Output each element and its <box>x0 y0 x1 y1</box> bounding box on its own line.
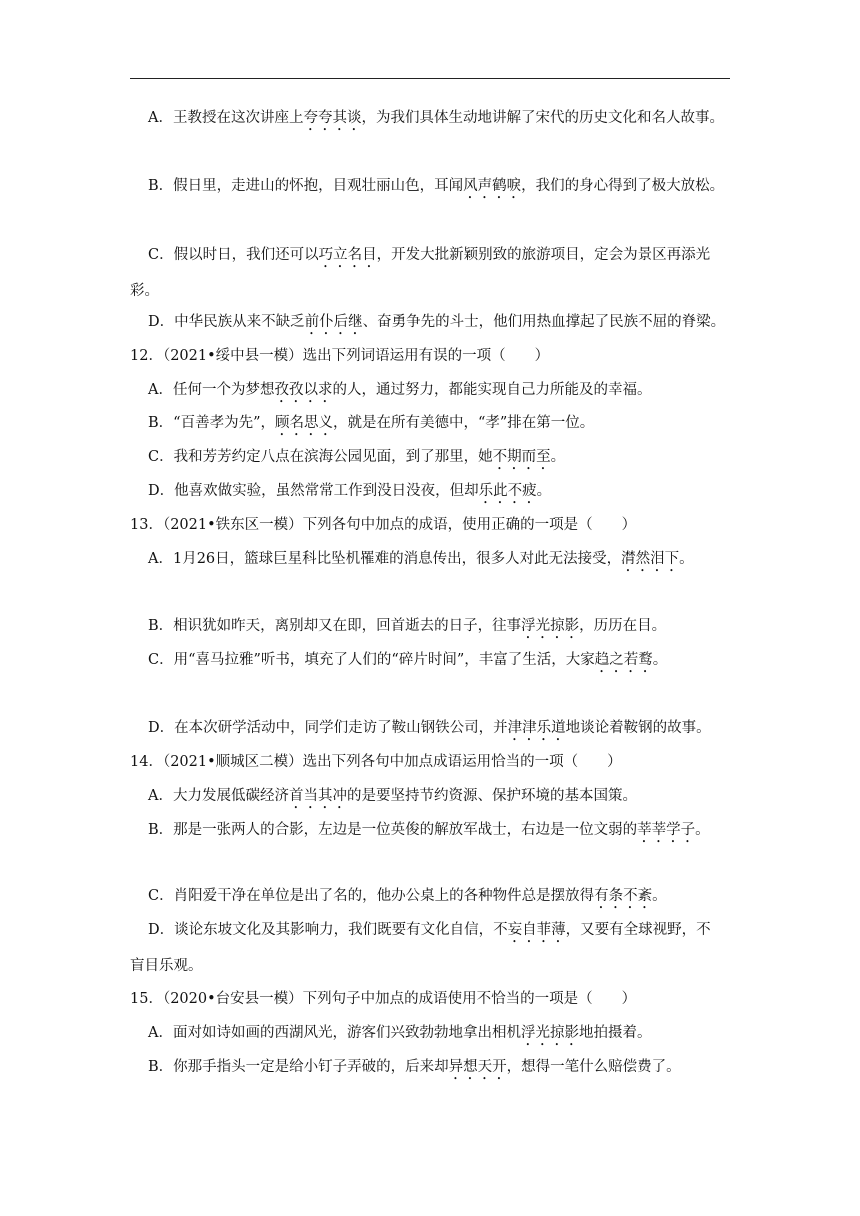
emphasized-idiom: 津津乐道 <box>507 720 566 736</box>
text-segment: ，我们的身心得到了极大放松。 <box>521 178 725 194</box>
emphasized-idiom: 顾名思义 <box>274 415 333 431</box>
text-segment: C．用“喜马拉雅”听书，填充了人们的“碎片时间”，丰富了生活，大家 <box>148 652 595 668</box>
emphasized-idiom: 巧立名目 <box>318 247 377 263</box>
text-segment: 12．（2021•绥中县一模）选出下列词语运用有误的一项（ ） <box>130 348 550 364</box>
option-continuation <box>130 956 203 976</box>
option-line <box>148 920 711 946</box>
emphasized-idiom: 潸然泪下 <box>621 551 680 567</box>
text-segment: D．在本次研学活动中，同学们走访了鞍山钢铁公司，并 <box>148 720 508 736</box>
text-segment: 的是要坚持节约资源、保护环境的基本国策。 <box>346 788 637 804</box>
text-segment: B．假日里，走进山的怀抱，目观壮丽山色，耳闻 <box>148 178 464 194</box>
question-stem <box>130 752 622 772</box>
text-segment: ，为我们具体生动地讲解了宋代的历史文化和名人故事。 <box>361 110 724 126</box>
text-segment: ，历历在目。 <box>579 618 667 634</box>
emphasized-idiom: 风声鹤唳 <box>463 178 522 194</box>
option-line <box>148 312 725 338</box>
option-line <box>148 176 724 202</box>
text-segment: 。 <box>536 483 552 499</box>
emphasized-idiom: 妄自菲薄 <box>507 922 566 938</box>
option-line <box>148 650 667 676</box>
text-segment: D．他喜欢做实验，虽然常常工作到没日没夜，但却 <box>148 483 479 499</box>
question-stem <box>130 346 549 366</box>
option-line <box>148 886 667 912</box>
text-segment: A．1月26日，篮球巨星科比坠机罹难的消息传出，很多人对此无法接受， <box>148 551 622 567</box>
text-segment: 的人，通过努力，都能实现自己力所能及的幸福。 <box>332 382 652 398</box>
option-line <box>148 549 694 575</box>
header-rule <box>130 78 730 79</box>
option-line <box>148 616 666 642</box>
emphasized-idiom: 孜孜以求 <box>274 382 333 398</box>
text-segment: B．相识犹如昨天，离别却又在即，回首逝去的日子，往事 <box>148 618 522 634</box>
option-continuation <box>130 281 159 301</box>
question-stem <box>130 515 636 535</box>
text-segment: A．面对如诗如画的西湖风光，游客们兴致勃勃地拿出相机 <box>148 1025 521 1041</box>
text-segment: A．王教授在这次讲座上 <box>148 110 304 126</box>
option-line <box>148 380 651 406</box>
text-segment: A．任何一个为梦想 <box>148 382 275 398</box>
text-segment: ，想得一笔什么赔偿费了。 <box>506 1059 681 1075</box>
emphasized-idiom: 莘莘学子 <box>637 822 696 838</box>
option-line <box>148 1023 651 1049</box>
text-segment: 盲目乐观。 <box>130 958 203 974</box>
text-segment: ，又要有全球视野，不 <box>565 922 711 938</box>
option-line <box>148 481 551 507</box>
emphasized-idiom: 前仆后继 <box>304 314 363 330</box>
text-segment: 。 <box>679 551 694 567</box>
text-segment: C．假以时日，我们还可以 <box>148 247 319 263</box>
emphasized-idiom: 有条不紊 <box>594 888 653 904</box>
text-segment: D．中华民族从来不缺乏 <box>148 314 305 330</box>
emphasized-idiom: 乐此不疲 <box>478 483 537 499</box>
emphasized-idiom: 浮光掠影 <box>520 1025 579 1041</box>
emphasized-idiom: 异想天开 <box>448 1059 507 1075</box>
text-segment: 15．（2020•台安县一模）下列句子中加点的成语使用不恰当的一项是（ ） <box>130 991 637 1007</box>
emphasized-idiom: 首当其冲 <box>288 788 347 804</box>
option-line <box>148 245 710 271</box>
question-stem <box>130 989 636 1009</box>
text-segment: ，就是在所有美德中，“孝”排在第一位。 <box>332 415 595 431</box>
text-segment: 彩。 <box>130 283 159 299</box>
text-segment: ，开发大批新颖别致的旅游项目，定会为景区再添光 <box>376 247 711 263</box>
text-segment: 地谈论着鞍钢的故事。 <box>565 720 711 736</box>
text-segment: D．谈论东坡文化及其影响力，我们既要有文化自信，不 <box>148 922 508 938</box>
text-segment: 。 <box>550 449 566 465</box>
text-segment: 。 <box>695 822 710 838</box>
text-segment: 。 <box>652 652 668 668</box>
text-segment: 13．（2021•铁东区一模）下列各句中加点的成语，使用正确的一项是（ ） <box>130 517 637 533</box>
option-line <box>148 718 711 744</box>
text-segment: C．我和芳芳约定八点在滨海公园见面，到了那里，她 <box>148 449 493 465</box>
emphasized-idiom: 不期而至 <box>492 449 551 465</box>
text-segment: 14．（2021•顺城区二模）选出下列各句中加点成语运用恰当的一项（ ） <box>130 754 622 770</box>
text-segment: A．大力发展低碳经济 <box>148 788 289 804</box>
text-segment: B．你那手指头一定是给小钉子弄破的，后来却 <box>148 1059 449 1075</box>
emphasized-idiom: 趋之若鹜 <box>594 652 653 668</box>
option-line <box>148 786 637 812</box>
text-segment: B．“百善孝为先”， <box>148 415 275 431</box>
text-segment: 地拍摄着。 <box>578 1025 652 1041</box>
text-segment: 、奋勇争先的斗士，他们用热血撑起了民族不屈的脊梁。 <box>362 314 726 330</box>
text-segment: C．肖阳爱干净在单位是出了名的，他办公桌上的各种物件总是摆放得 <box>148 888 595 904</box>
emphasized-idiom: 夸夸其谈 <box>303 110 362 126</box>
emphasized-idiom: 浮光掠影 <box>521 618 580 634</box>
option-line <box>148 413 594 439</box>
option-line <box>148 447 565 473</box>
option-line <box>148 108 724 134</box>
option-line <box>148 1057 681 1083</box>
text-segment: 。 <box>652 888 667 904</box>
text-segment: B．那是一张两人的合影，左边是一位英俊的解放军战士，右边是一位文弱的 <box>148 822 638 838</box>
option-line <box>148 820 710 846</box>
